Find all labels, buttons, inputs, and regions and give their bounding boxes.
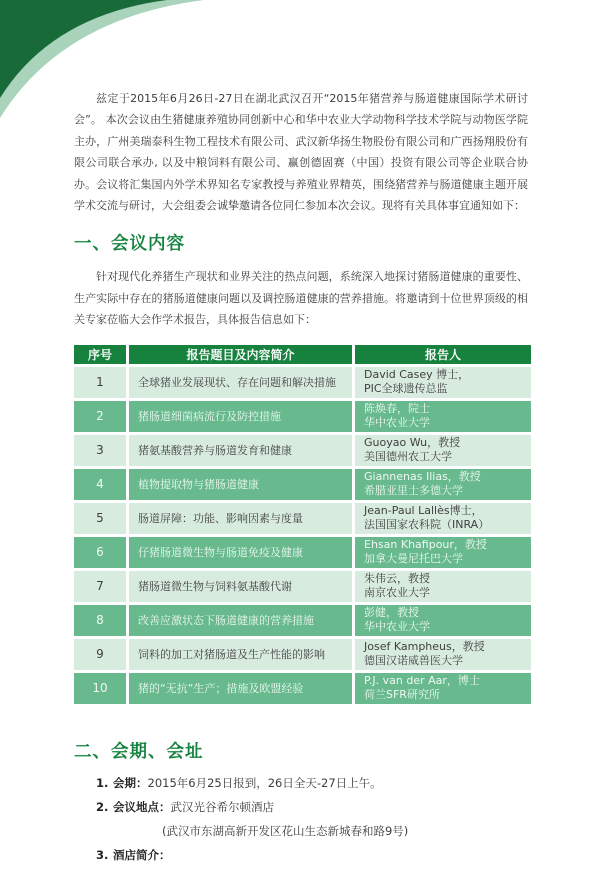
speaker-affiliation-line: 华中农业大学	[364, 620, 430, 634]
item-number: 2.	[96, 799, 109, 814]
topic-cell: 肠道屏障：功能、影响因素与度量	[129, 503, 352, 534]
speakers-table	[71, 342, 534, 707]
list-item	[74, 800, 528, 814]
table-row	[74, 367, 531, 398]
speakers-table-body	[74, 367, 531, 704]
table-row	[74, 469, 531, 500]
speaker-affiliation-line: 希腊亚里士多德大学	[364, 484, 463, 498]
speaker-affiliation-line: 加拿大曼尼托巴大学	[364, 552, 463, 566]
speaker-name-line: David Casey 博士，	[364, 367, 470, 381]
row-number-cell: 10	[74, 673, 126, 704]
item-label: 会议地点：	[113, 799, 171, 814]
section2-heading: 二、会期、会址	[74, 741, 204, 762]
topic-cell: 猪的“无抗”生产；措施及欧盟经验	[129, 673, 352, 704]
speaker-affiliation-line: PIC全球遗传总监	[364, 382, 448, 396]
speaker-affiliation-line: 美国德州农工大学	[364, 450, 452, 464]
topic-cell: 猪肠道细菌病流行及防控措施	[129, 401, 352, 432]
speaker-cell	[355, 673, 531, 704]
section1-paragraph: 针对现代化养猪生产现状和业界关注的热点问题，系统深入地探讨猪肠道健康的重要性、生产实际中存在的猪肠道健康问题以及调控肠道健康的营养措施。将邀请到十位世界顶级的相关专家莅临大会作学术报告，具体报告信息如下：	[74, 270, 528, 327]
item-label: 会期：	[113, 775, 148, 790]
intro-paragraph: 兹定于2015年6月26日-27日在湖北武汉召开“2015年猪营养与肠道健康国际学术研讨会”。 本次会议由生猪健康养殖协同创新中心和华中农业大学动物科学技术学院与动物医学院主办，广州美瑞泰科生物工程技术有限公司、武汉新华扬生物股份有限公司和广西扬翔股份有限公司联合承办, 以及中粮饲料有限公司、赢创德固赛（中国）投资有限公司等企业联合协办。会议将汇集国内外学术界知名专家教授与养殖业界精英，围绕猪营养与肠道健康主题开展学术交流与研讨，大会组委会诚挚邀请各位同仁参加本次会议。现将有关具体事宜通知如下：	[74, 92, 528, 213]
topic-cell: 改善应激状态下肠道健康的营养措施	[129, 605, 352, 636]
speaker-cell	[355, 367, 531, 398]
speaker-name-line: 彭健，教授	[364, 605, 419, 619]
speaker-affiliation-line: 华中农业大学	[364, 416, 430, 430]
speaker-affiliation-line: 荷兰SFR研究所	[364, 688, 440, 702]
speaker-cell	[355, 401, 531, 432]
speaker-affiliation-line: 德国汉诺威兽医大学	[364, 654, 463, 668]
row-number-cell: 7	[74, 571, 126, 602]
row-number-cell: 2	[74, 401, 126, 432]
row-number-cell: 3	[74, 435, 126, 466]
speaker-name-line: Josef Kampheus，教授	[364, 639, 485, 653]
item-sub-text: (武汉市东湖高新开发区花山生态新城春和路9号)	[162, 823, 409, 838]
table-row	[74, 537, 531, 568]
topic-cell: 猪氨基酸营养与肠道发育和健康	[129, 435, 352, 466]
speaker-name-line: 陈焕春，院士	[364, 401, 430, 415]
speaker-name-line: Jean-Paul Lallès博士，	[364, 503, 483, 517]
row-number-cell: 1	[74, 367, 126, 398]
speaker-cell	[355, 571, 531, 602]
topic-cell: 猪肠道微生物与饲料氨基酸代谢	[129, 571, 352, 602]
topic-cell: 饲料的加工对猪肠道及生产性能的影响	[129, 639, 352, 670]
speaker-cell	[355, 605, 531, 636]
table-row	[74, 503, 531, 534]
table-header-row	[74, 345, 531, 364]
speaker-cell	[355, 639, 531, 670]
speaker-affiliation-line: 南京农业大学	[364, 586, 430, 600]
item-label: 酒店简介：	[113, 847, 171, 862]
speaker-name-line: Giannenas Ilias，教授	[364, 469, 481, 483]
item-number: 3.	[96, 847, 109, 862]
speaker-affiliation-line: 法国国家农科院（INRA）	[364, 518, 490, 532]
table-row	[74, 435, 531, 466]
page-content	[74, 88, 528, 872]
section1-heading: 一、会议内容	[74, 234, 185, 255]
list-item	[74, 848, 528, 862]
row-number-cell: 8	[74, 605, 126, 636]
topic-cell: 全球猪业发展现状、存在问题和解决措施	[129, 367, 352, 398]
speaker-name-line: P.J. van der Aar，博士	[364, 673, 480, 687]
header-topic: 报告题目及内容简介	[129, 345, 352, 364]
list-item	[74, 776, 528, 790]
topic-cell: 植物提取物与猪肠道健康	[129, 469, 352, 500]
speaker-name-line: Ehsan Khafipour，教授	[364, 537, 487, 551]
speaker-name-line: Guoyao Wu，教授	[364, 435, 461, 449]
table-row	[74, 605, 531, 636]
table-row	[74, 571, 531, 602]
section2-item-list	[74, 776, 528, 862]
speaker-cell	[355, 537, 531, 568]
speaker-name-line: 朱伟云，教授	[364, 571, 430, 585]
item-number: 1.	[96, 775, 109, 790]
table-row	[74, 639, 531, 670]
row-number-cell: 9	[74, 639, 126, 670]
header-seq: 序号	[74, 345, 126, 364]
row-number-cell: 6	[74, 537, 126, 568]
table-row	[74, 401, 531, 432]
speaker-cell	[355, 503, 531, 534]
item-text: 2015年6月25日报到，26日全天-27日上午。	[147, 775, 382, 790]
speaker-cell	[355, 435, 531, 466]
speaker-cell	[355, 469, 531, 500]
row-number-cell: 5	[74, 503, 126, 534]
table-row	[74, 673, 531, 704]
header-speaker: 报告人	[355, 345, 531, 364]
item-text: 武汉光谷希尔顿酒店	[170, 799, 274, 814]
row-number-cell: 4	[74, 469, 126, 500]
topic-cell: 仔猪肠道微生物与肠道免疫及健康	[129, 537, 352, 568]
